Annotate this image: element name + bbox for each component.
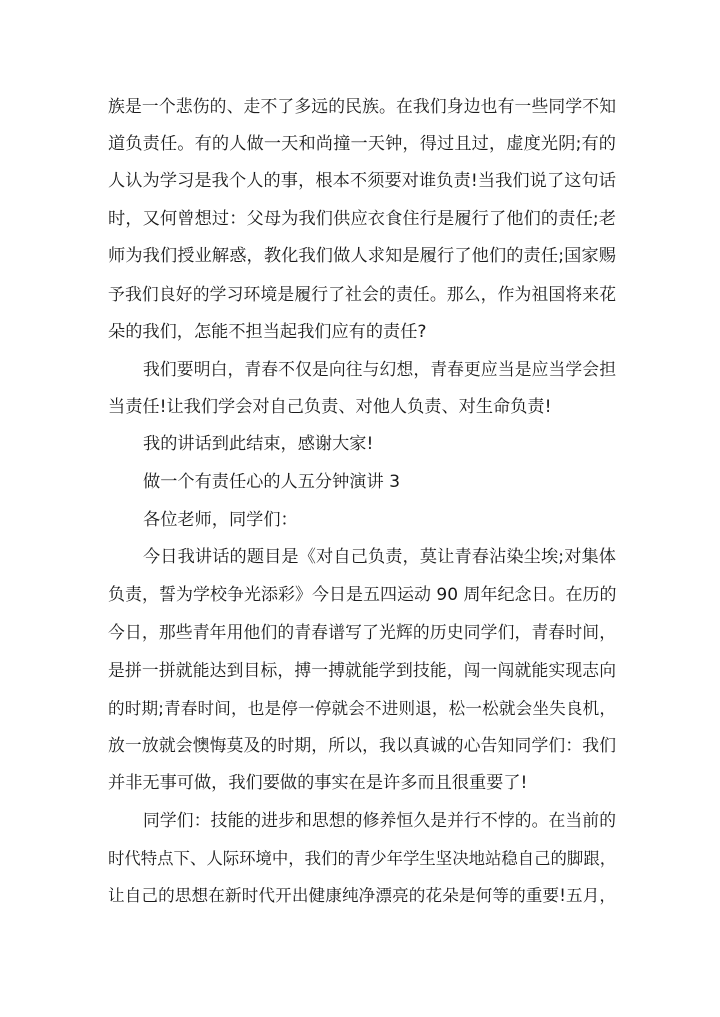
- text-line: 并非无事可做，我们要做的事实在是许多而且很重要了!: [108, 772, 528, 793]
- text-line: 放一放就会懊悔莫及的时期，所以，我以真诚的心告知同学们：我们: [108, 735, 616, 756]
- text-line: 是拼一拼就能达到目标，搏一搏就能学到技能，闯一闯就能实现志向: [108, 659, 616, 680]
- text-line: 的时期;青春时间，也是停一停就会不进则退，松一松就会坐失良机，: [108, 698, 616, 718]
- document-body: [108, 88, 616, 915]
- text-line: 负责，誓为学校争光添彩》今日是五四运动 90 周年纪念日。在历的: [108, 584, 617, 605]
- text-line: 时，又何曾想过：父母为我们供应衣食住行是履行了他们的责任;老: [108, 208, 616, 229]
- text-line: 道负责任。有的人做一天和尚撞一天钟，得过且过，虚度光阴;有的: [108, 133, 616, 154]
- salutation: 各位老师，同学们：: [143, 509, 298, 530]
- text-line: 人认为学习是我个人的事，根本不须要对谁负责!当我们说了这句话: [108, 171, 616, 192]
- text-line: 同学们：技能的进步和思想的修养恒久是并行不悖的。在当前的: [143, 810, 616, 831]
- section-heading: 做一个有责任心的人五分钟演讲 3: [143, 471, 401, 492]
- text-line: 予我们良好的学习环境是履行了社会的责任。那么，作为祖国将来花: [108, 283, 616, 304]
- text-line: 让自己的思想在新时代开出健康纯净漂亮的花朵是何等的重要!五月，: [108, 886, 616, 906]
- text-line: 时代特点下、人际环境中，我们的青少年学生坚决地站稳自己的脚跟，: [108, 848, 617, 868]
- text-line: 当责任!让我们学会对自己负责、对他人负责、对生命负责!: [108, 396, 552, 417]
- text-line: 朵的我们，怎能不担当起我们应有的责任?: [108, 321, 427, 342]
- text-line: 今日我讲话的题目是《对自己负责，莫让青春沾染尘埃;对集体: [143, 547, 616, 568]
- text-line: 族是一个悲伤的、走不了多远的民族。在我们身边也有一些同学不知: [108, 96, 616, 116]
- text-line: 师为我们授业解惑，教化我们做人求知是履行了他们的责任;国家赐: [108, 246, 616, 267]
- text-line: 今日，那些青年用他们的青春谱写了光辉的历史同学们，青春时间，: [108, 622, 616, 643]
- text-line: 我的讲话到此结束，感谢大家!: [143, 434, 374, 455]
- text-line: 我们要明白，青春不仅是向往与幻想，青春更应当是应当学会担: [143, 359, 616, 380]
